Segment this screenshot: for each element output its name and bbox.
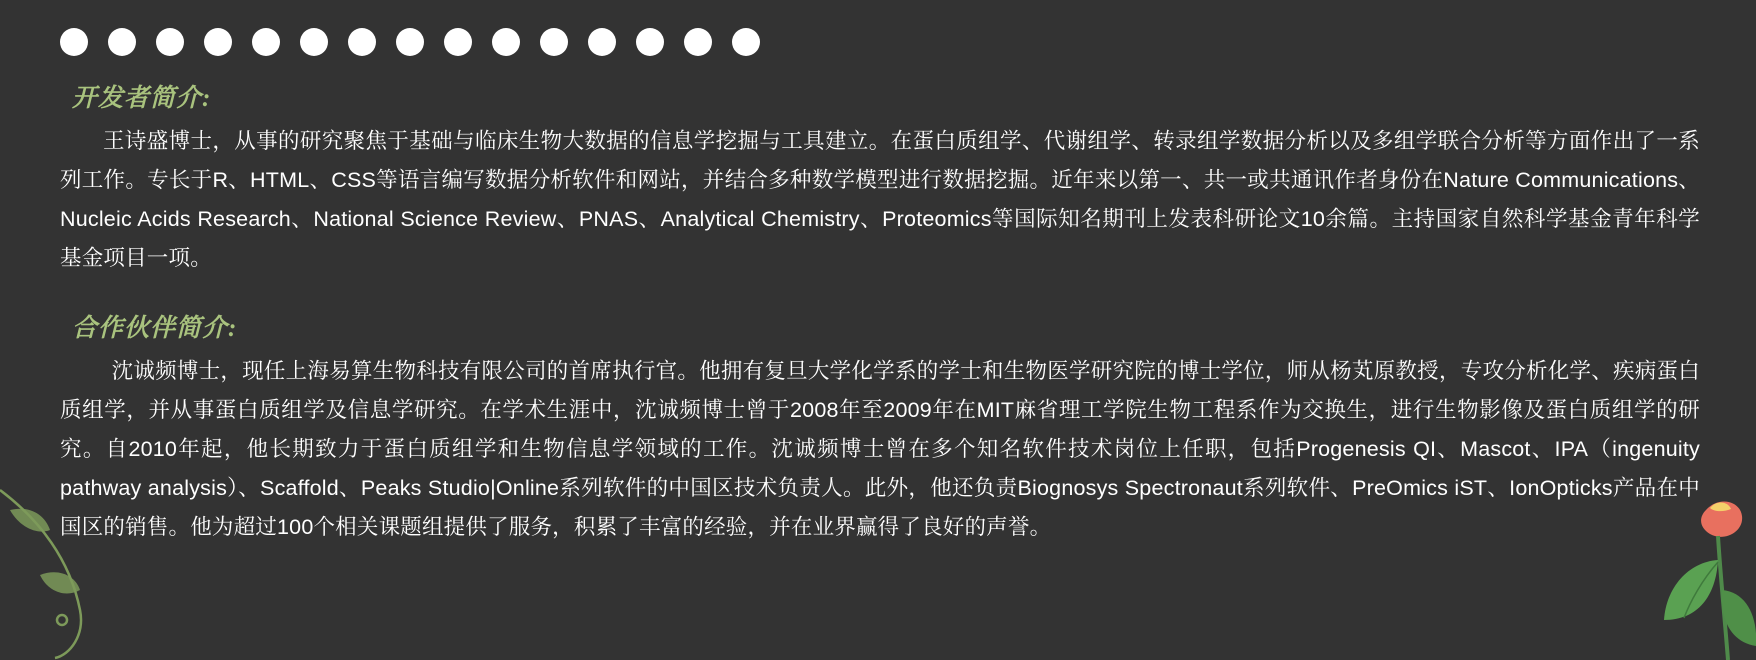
- dot-icon: [732, 28, 760, 56]
- dot-icon: [108, 28, 136, 56]
- dot-icon: [396, 28, 424, 56]
- decorative-dot-row: [60, 28, 760, 56]
- dot-icon: [540, 28, 568, 56]
- slide-content: [60, 78, 1700, 547]
- section-title-developer: 开发者简介:: [72, 85, 212, 112]
- dot-icon: [60, 28, 88, 56]
- dot-icon: [636, 28, 664, 56]
- section-body-partner: 沈诚频博士，现任上海易算生物科技有限公司的首席执行官。他拥有复旦大学化学系的学士和生物医学研究院的博士学位，师从杨芄原教授，专攻分析化学、疾病蛋白质组学，并从事蛋白质组学及信息学研究。在学术生涯中，沈诚频博士曾于2008年至2009年在MIT麻省理工学院生物工程系作为交换生，进行生物影像及蛋白质组学的研究。自2010年起，他长期致力于蛋白质组学和生物信息学领域的工作。沈诚频博士曾在多个知名软件技术岗位上任职，包括Progenesis QI、Mascot、IPA（ingenuity pathway analysis）、Scaffold、Peaks Studio|Online系列软件的中国区技术负责人。此外，他还负责Biognosys Spectronaut系列软件、PreOmics iST、IonOpticks产品在中国区的销售。他为超过100个相关课题组提供了服务，积累了丰富的经验，并在业界赢得了良好的声誉。: [60, 359, 1700, 539]
- dot-icon: [252, 28, 280, 56]
- dot-icon: [300, 28, 328, 56]
- dot-icon: [684, 28, 712, 56]
- dot-icon: [492, 28, 520, 56]
- section-body-developer: 王诗盛博士，从事的研究聚焦于基础与临床生物大数据的信息学挖掘与工具建立。在蛋白质组学、代谢组学、转录组学数据分析以及多组学联合分析等方面作出了一系列工作。专长于R、HTML、CSS等语言编写数据分析软件和网站，并结合多种数学模型进行数据挖掘。近年来以第一、共一或共通讯作者身份在Nature Communications、Nucleic Acids Research、National Science Review、PNAS、Analytical Chemistry、Proteomics等国际知名期刊上发表科研论文10余篇。主持国家自然科学基金青年科学基金项目一项。: [60, 129, 1700, 270]
- dot-icon: [204, 28, 232, 56]
- dot-icon: [156, 28, 184, 56]
- dot-icon: [348, 28, 376, 56]
- dot-icon: [588, 28, 616, 56]
- dot-icon: [444, 28, 472, 56]
- section-title-partner: 合作伙伴简介:: [72, 315, 238, 342]
